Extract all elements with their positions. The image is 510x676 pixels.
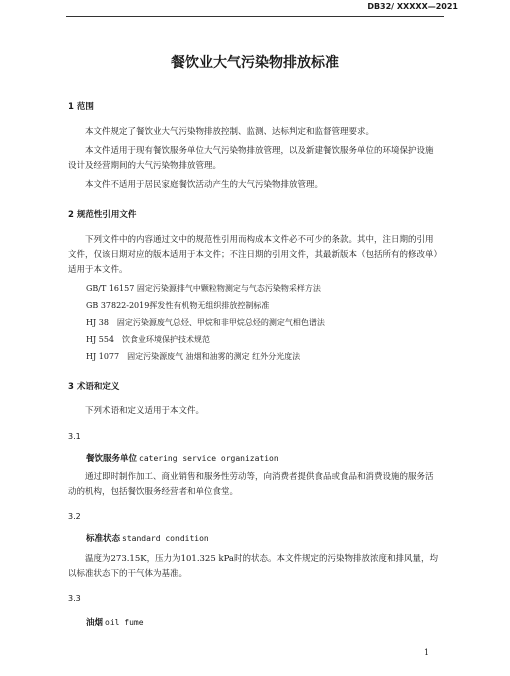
term-title [86, 452, 279, 464]
section-heading-normative-references: 2 规范性引用文件 [68, 210, 137, 220]
scope-paragraph: 本文件不适用于居民家庭餐饮活动产生的大气污染物排放管理。 [85, 180, 324, 190]
reference-item: GB/T 16157 固定污染源排气中颗粒物测定与气态污染物采样方法 [86, 284, 321, 293]
scope-paragraph: 本文件规定了餐饮业大气污染物排放控制、监测、达标判定和监督管理要求。 [85, 127, 375, 137]
term-name-en: oil fume [105, 618, 144, 627]
term-name-en: standard condition [122, 534, 209, 543]
term-number: 3.3 [68, 594, 81, 603]
term-definition: 温度为273.15K，压力为101.325 kPa时的状态。本文件规定的污染物排放浓度和排风量，均以标准状态下的干气体为基准。 [68, 554, 439, 579]
section-heading-scope: 1 范围 [68, 102, 94, 112]
standard-code: DB32/ XXXXX—2021 [367, 2, 458, 11]
section-heading-terms: 3 术语和定义 [68, 382, 120, 392]
header-rule [66, 16, 444, 17]
term-title [86, 616, 144, 628]
term-name-zh: 标准状态 [86, 534, 121, 544]
scope-paragraph: 本文件适用于现有餐饮服务单位大气污染物排放管理，以及新建餐饮服务单位的环境保护设施设计及经营期间的大气污染物排放管理。 [68, 146, 434, 171]
reference-item: HJ 38 固定污染源废气总烃、甲烷和非甲烷总烃的测定气相色谱法 [86, 318, 325, 327]
reference-item: HJ 1077 固定污染源废气 油烟和油雾的测定 红外分光度法 [86, 352, 301, 361]
document-title: 餐饮业大气污染物排放标准 [171, 55, 339, 71]
terms-intro: 下列术语和定义适用于本文件。 [85, 406, 205, 416]
term-name-en: catering service organization [139, 454, 279, 463]
reference-item: HJ 554 饮食业环境保护技术规范 [86, 335, 210, 344]
term-title [86, 532, 209, 544]
reference-item: GB 37822-2019挥发性有机物无组织排放控制标准 [86, 301, 270, 310]
page-number: 1 [424, 648, 430, 657]
term-name-zh: 油烟 [86, 618, 104, 628]
term-number: 3.1 [68, 432, 81, 441]
references-intro: 下列文件中的内容通过文中的规范性引用而构成本文件必不可少的条款。其中，注日期的引用文件，仅该日期对应的版本适用于本文件；不注日期的引用文件，其最新版本（包括所有的修改单）适用于本文件。 [68, 235, 438, 275]
term-number: 3.2 [68, 512, 81, 521]
term-definition: 通过即时制作加工、商业销售和服务性劳动等，向消费者提供食品或食品和消费设施的服务活动的机构，包括餐饮服务经营者和单位食堂。 [68, 472, 434, 497]
term-name-zh: 餐饮服务单位 [86, 454, 138, 464]
